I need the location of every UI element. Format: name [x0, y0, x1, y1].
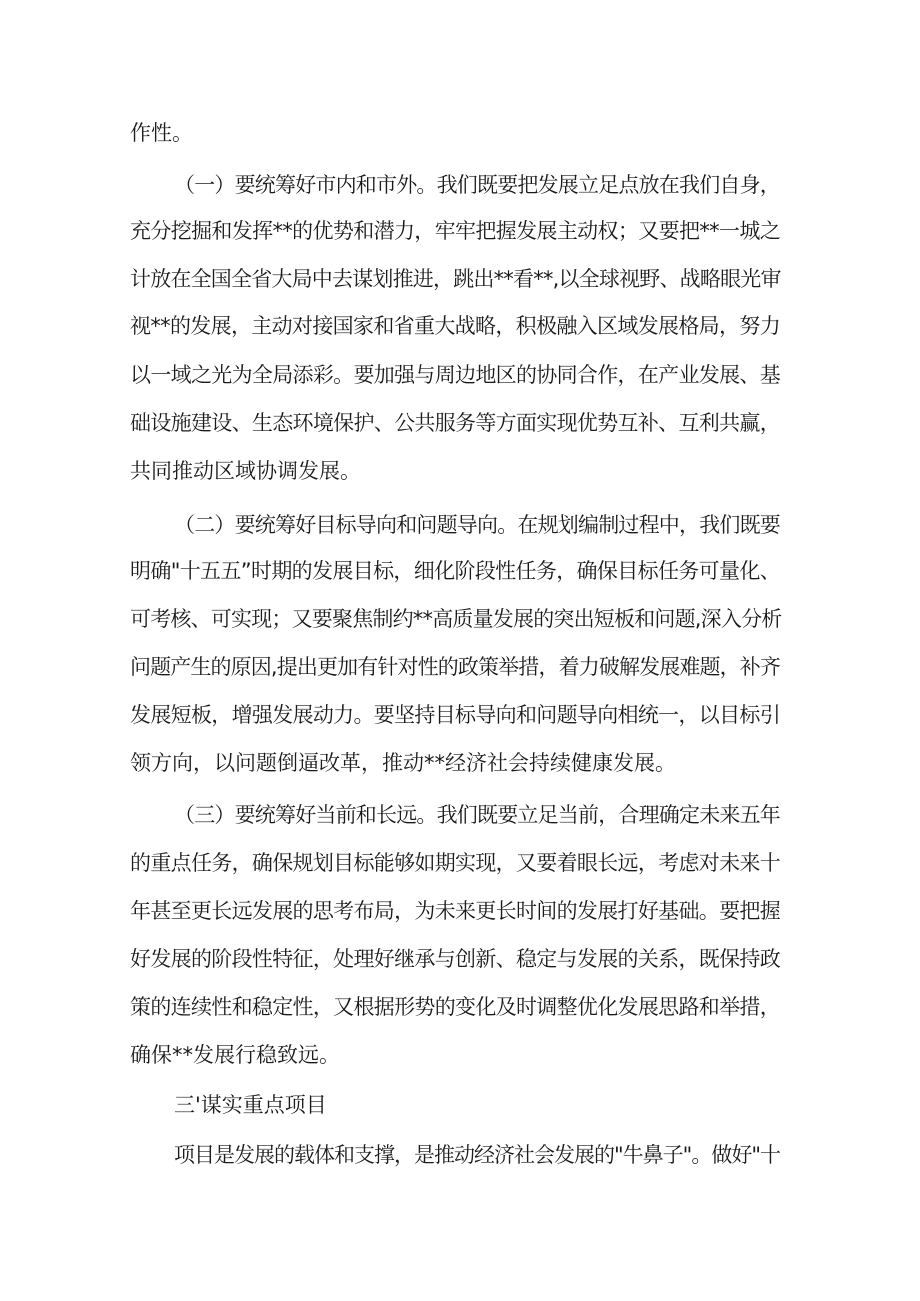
- section-2-heading-line: （二）要统筹好目标导向和问题导向。在规划编制过程中，我们既要: [174, 513, 780, 537]
- section-1-heading-line: （一）要统筹好市内和市外。我们既要把发展立足点放在我们自身，: [174, 173, 780, 197]
- text-line: 发展短板，增强发展动力。要坚持目标导向和问题导向相统一，以目标引: [130, 703, 780, 727]
- text-line: 策的连续性和稳定性，又根据形势的变化及时调整优化发展思路和举措，: [130, 995, 780, 1019]
- section-3-heading-line: （三）要统筹好当前和长远。我们既要立足当前，合理确定未来五年: [174, 803, 780, 827]
- text-line: 年甚至更长远发展的思考布局，为未来更长时间的发展打好基础。要把握: [130, 899, 780, 923]
- text-line: 充分挖掘和发挥**的优势和潜力，牢牢把握发展主动权；又要把**一城之: [130, 219, 780, 243]
- text-line: 的重点任务，确保规划目标能够如期实现，又要着眼长远，考虑对未来十: [130, 851, 780, 875]
- text-line: 领方向，以问题倒逼改革，推动**经济社会持续健康发展。: [130, 751, 676, 775]
- text-line: 共同推动区域协调发展。: [130, 459, 361, 483]
- text-line: 可考核、可实现；又要聚焦制约**高质量发展的突出短板和问题,深入分析: [130, 607, 782, 631]
- text-line: 好发展的阶段性特征，处理好继承与创新、稳定与发展的关系，既保持政: [130, 947, 780, 971]
- text-line: 问题产生的原因,提出更加有针对性的政策举措，着力破解发展难题，补齐: [130, 655, 780, 679]
- text-line: 以一域之光为全局添彩。要加强与周边地区的协同合作，在产业发展、基: [130, 363, 780, 387]
- text-line: 明确"十五五”时期的发展目标，细化阶段性任务，确保目标任务可量化、: [130, 559, 780, 583]
- text-line: 作性。: [130, 121, 193, 145]
- text-line: 础设施建设、生态环境保护、公共服务等方面实现优势互补、互利共赢，: [130, 411, 780, 435]
- text-line: 计放在全国全省大局中去谋划推进，跳出**看**,以全球视野、战略眼光审: [130, 267, 781, 291]
- text-line: 确保**发展行稳致远。: [130, 1043, 340, 1067]
- section-heading: 三'谋实重点项目: [174, 1093, 327, 1117]
- text-line: 项目是发展的载体和支撑，是推动经济社会发展的"牛鼻子"。做好"十: [174, 1143, 780, 1167]
- text-line: 视**的发展，主动对接国家和省重大战略，积极融入区域发展格局，努力: [130, 314, 780, 338]
